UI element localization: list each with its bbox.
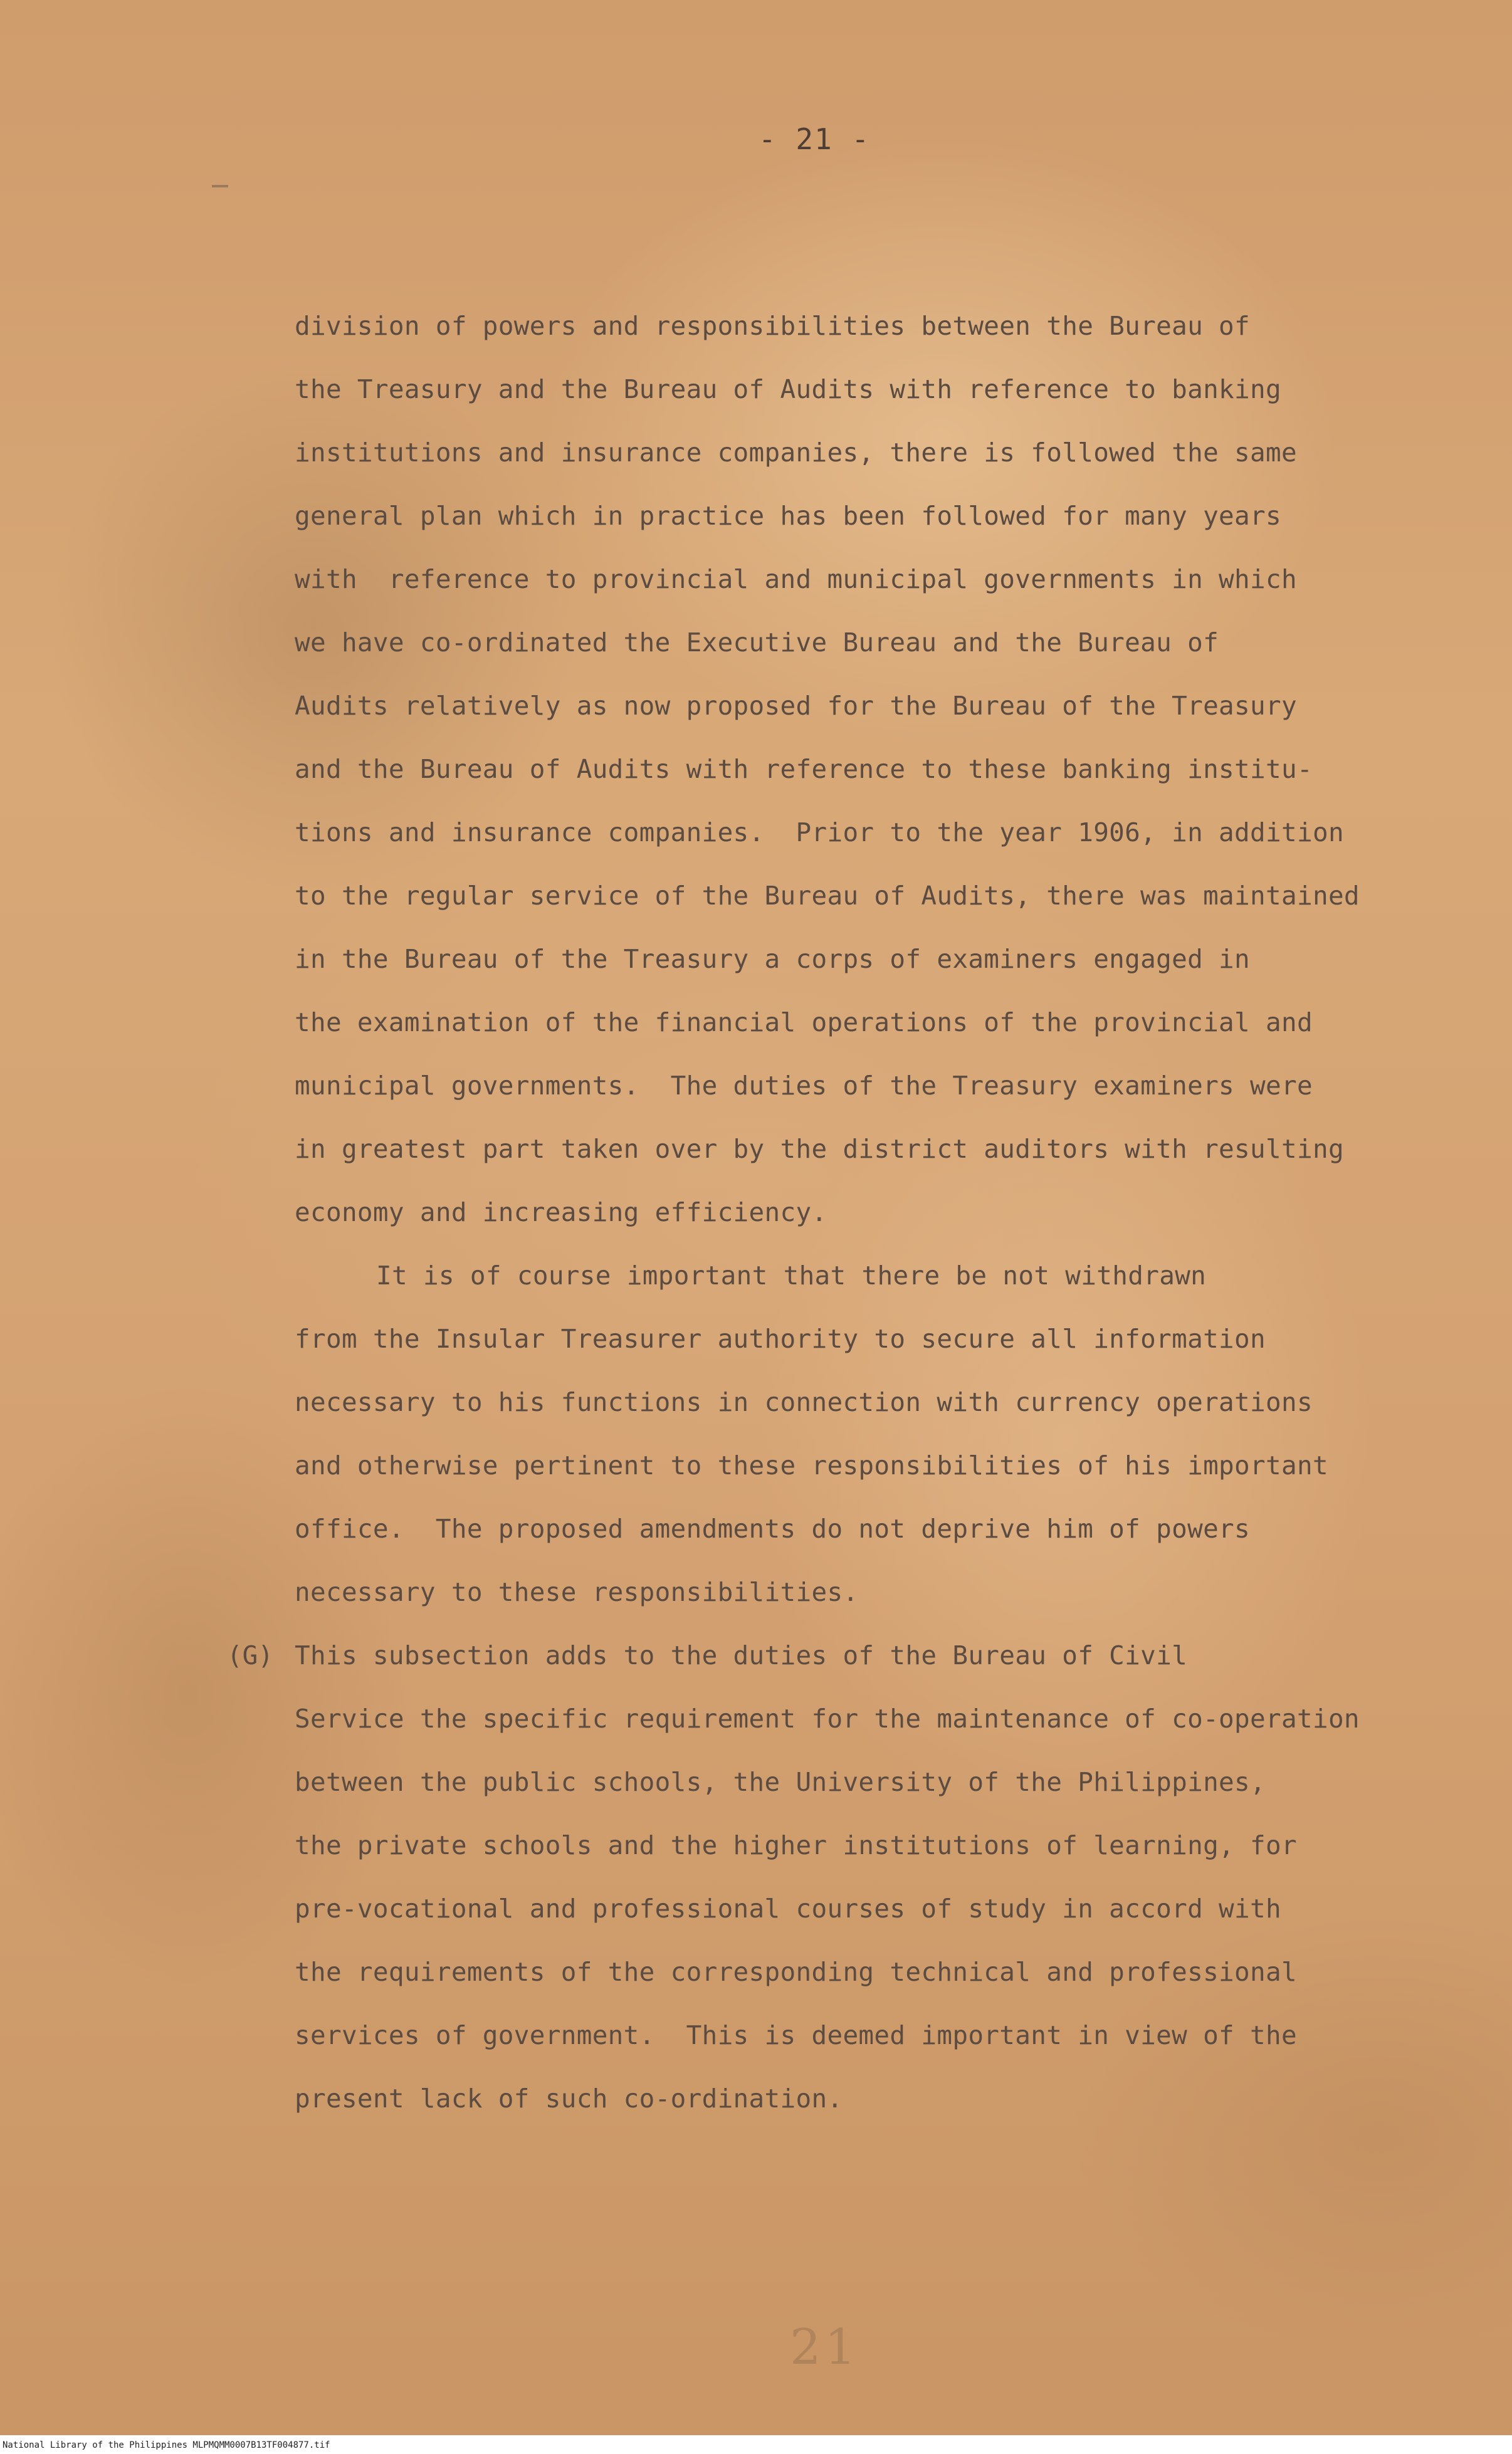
text-line: and the Bureau of Audits with reference to these banking institu- bbox=[295, 754, 1313, 784]
text-line: we have co-ordinated the Executive Bureau and the Bureau of bbox=[295, 627, 1219, 658]
text-line: the requirements of the corresponding technical and professional bbox=[295, 1957, 1297, 1987]
text-line: office. The proposed amendments do not deprive him of powers bbox=[295, 1514, 1251, 1544]
text-line: the Treasury and the Bureau of Audits with reference to banking bbox=[295, 374, 1281, 404]
text-line: Audits relatively as now proposed for the Bureau of the Treasury bbox=[295, 691, 1297, 721]
text-line: division of powers and responsibilities between the Bureau of bbox=[295, 311, 1251, 341]
subsection-line bbox=[227, 1624, 1398, 1687]
text-line: economy and increasing efficiency. bbox=[295, 1197, 827, 1227]
text-line: to the regular service of the Bureau of Audits, there was maintained bbox=[295, 881, 1360, 911]
text-line: with reference to provincial and municipal governments in which bbox=[295, 564, 1297, 594]
text-line: in the Bureau of the Treasury a corps of examiners engaged in bbox=[295, 944, 1251, 974]
text-line: general plan which in practice has been followed for many years bbox=[295, 501, 1281, 531]
text-line: This subsection adds to the duties of the Bureau of Civil bbox=[295, 1640, 1188, 1670]
text-line: between the public schools, the University of the Philippines, bbox=[295, 1767, 1266, 1797]
text-line: It is of course important that there be not withdrawn bbox=[376, 1261, 1207, 1291]
text-line: in greatest part taken over by the district auditors with resulting bbox=[295, 1134, 1344, 1164]
text-line: necessary to these responsibilities. bbox=[295, 1577, 859, 1607]
text-line: the examination of the financial operations of the provincial and bbox=[295, 1007, 1313, 1037]
text-line: present lack of such co-ordination. bbox=[295, 2084, 843, 2114]
text-line: municipal governments. The duties of the Treasury examiners were bbox=[295, 1071, 1313, 1101]
scan-footer bbox=[0, 2435, 1512, 2454]
text-line: institutions and insurance companies, there is followed the same bbox=[295, 438, 1297, 468]
subsection-marker: (G) bbox=[227, 1640, 274, 1670]
stamp-number: 21 bbox=[790, 2319, 860, 2376]
margin-mark bbox=[212, 185, 228, 187]
page-number: - 21 - bbox=[759, 122, 871, 156]
text-line: tions and insurance companies. Prior to the year 1906, in addition bbox=[295, 817, 1344, 847]
text-line: Service the specific requirement for the maintenance of co-operation bbox=[295, 1704, 1360, 1734]
body-text bbox=[227, 295, 1398, 2131]
text-line: the private schools and the higher institutions of learning, for bbox=[295, 1830, 1297, 1860]
text-line: pre-vocational and professional courses of study in accord with bbox=[295, 1894, 1281, 1924]
text-line: from the Insular Treasurer authority to secure all information bbox=[295, 1324, 1266, 1354]
text-line: and otherwise pertinent to these responsibilities of his important bbox=[295, 1450, 1328, 1481]
text-line: necessary to his functions in connection with currency operations bbox=[295, 1387, 1313, 1417]
text-line: services of government. This is deemed important in view of the bbox=[295, 2020, 1297, 2050]
footer-text: National Library of the Philippines MLPMQMM0007B13TF004877.tif bbox=[3, 2440, 330, 2450]
